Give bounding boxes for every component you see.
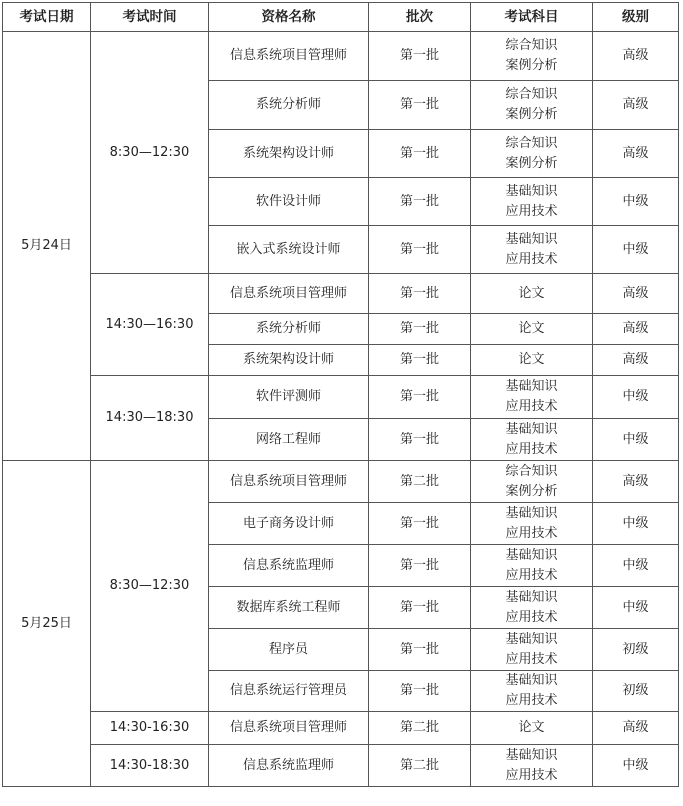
subject-item: 综合知识: [505, 135, 558, 151]
qualification-cell: 程序员: [209, 629, 369, 671]
batch-cell: 第二批: [369, 712, 471, 745]
batch-cell: 第一批: [369, 376, 471, 419]
batch-cell: 第一批: [369, 178, 471, 226]
batch-cell: 第二批: [369, 745, 471, 787]
level-cell: 中级: [593, 745, 679, 787]
qualification-cell: 网络工程师: [209, 419, 369, 461]
subject-item: 案例分析: [505, 155, 558, 171]
table-row: [3, 712, 679, 745]
subject-item: 论文: [518, 352, 545, 367]
subject-item: 基础知识: [505, 231, 558, 247]
header-exam-date: 考试日期: [3, 3, 91, 32]
exam-time-cell: 8:30—12:30: [91, 461, 209, 712]
subjects-cell: [471, 226, 593, 274]
exam-schedule-table: [2, 2, 679, 787]
level-cell: 高级: [593, 81, 679, 130]
qualification-cell: 数据库系统工程师: [209, 587, 369, 629]
header-subjects: 考试科目: [471, 3, 593, 32]
level-cell: 高级: [593, 32, 679, 81]
subjects-cell: [471, 745, 593, 787]
subjects-cell: [471, 629, 593, 671]
subjects-cell: [471, 376, 593, 419]
subjects-cell: [471, 587, 593, 629]
qualification-cell: 信息系统项目管理师: [209, 32, 369, 81]
subjects-cell: [471, 178, 593, 226]
subject-item: 基础知识: [505, 505, 558, 521]
level-cell: 初级: [593, 629, 679, 671]
level-cell: 高级: [593, 712, 679, 745]
qualification-cell: 软件评测师: [209, 376, 369, 419]
subjects-cell: [471, 274, 593, 314]
subjects-cell: [471, 461, 593, 503]
batch-cell: 第一批: [369, 587, 471, 629]
level-cell: 中级: [593, 178, 679, 226]
subject-item: 基础知识: [505, 747, 558, 763]
subject-item: 论文: [518, 285, 545, 301]
qualification-cell: 系统分析师: [209, 81, 369, 130]
batch-cell: 第一批: [369, 81, 471, 130]
batch-cell: 第一批: [369, 503, 471, 545]
subject-item: 应用技术: [505, 693, 558, 708]
batch-cell: 第一批: [369, 671, 471, 712]
subject-item: 应用技术: [505, 251, 558, 267]
subject-item: 应用技术: [505, 203, 558, 219]
subject-item: 案例分析: [505, 58, 558, 73]
qualification-cell: 信息系统项目管理师: [209, 712, 369, 745]
subject-item: 综合知识: [505, 87, 558, 102]
subject-item: 基础知识: [505, 589, 558, 605]
qualification-cell: 信息系统监理师: [209, 545, 369, 587]
subject-item: 应用技术: [505, 399, 558, 414]
subject-item: 应用技术: [505, 567, 558, 583]
exam-time-cell: 14:30—18:30: [91, 376, 209, 461]
subjects-cell: [471, 81, 593, 130]
subject-item: 论文: [518, 720, 545, 735]
level-cell: 初级: [593, 671, 679, 712]
subject-item: 案例分析: [505, 483, 558, 499]
subjects-cell: [471, 545, 593, 587]
subjects-cell: [471, 503, 593, 545]
subject-item: 基础知识: [505, 673, 558, 688]
table-row: [3, 461, 679, 503]
subjects-cell: [471, 32, 593, 81]
subject-item: 应用技术: [505, 651, 558, 667]
batch-cell: 第一批: [369, 274, 471, 314]
level-cell: 高级: [593, 314, 679, 345]
level-cell: 中级: [593, 419, 679, 461]
table-row: [3, 745, 679, 787]
subjects-cell: [471, 712, 593, 745]
qualification-cell: 嵌入式系统设计师: [209, 226, 369, 274]
batch-cell: 第一批: [369, 314, 471, 345]
batch-cell: 第一批: [369, 130, 471, 178]
subject-item: 综合知识: [505, 38, 558, 53]
level-cell: 中级: [593, 587, 679, 629]
qualification-cell: 系统分析师: [209, 314, 369, 345]
header-level: 级别: [593, 3, 679, 32]
header-exam-time: 考试时间: [91, 3, 209, 32]
batch-cell: 第一批: [369, 419, 471, 461]
subject-item: 基础知识: [505, 631, 558, 647]
exam-time-cell: 8:30—12:30: [91, 32, 209, 274]
exam-time-cell: 14:30-18:30: [91, 745, 209, 787]
subjects-cell: [471, 419, 593, 461]
subject-item: 应用技术: [505, 525, 558, 541]
level-cell: 高级: [593, 274, 679, 314]
header-qualification: 资格名称: [209, 3, 369, 32]
subject-item: 应用技术: [505, 441, 558, 457]
batch-cell: 第一批: [369, 345, 471, 376]
exam-date-cell: 5月24日: [3, 32, 91, 461]
qualification-cell: 系统架构设计师: [209, 345, 369, 376]
exam-time-cell: 14:30—16:30: [91, 274, 209, 376]
subject-item: 基础知识: [505, 421, 558, 437]
level-cell: 中级: [593, 376, 679, 419]
level-cell: 高级: [593, 130, 679, 178]
batch-cell: 第一批: [369, 545, 471, 587]
table-row: [3, 274, 679, 314]
subject-item: 基础知识: [505, 547, 558, 563]
table-row: [3, 376, 679, 419]
qualification-cell: 信息系统项目管理师: [209, 274, 369, 314]
qualification-cell: 信息系统项目管理师: [209, 461, 369, 503]
level-cell: 高级: [593, 461, 679, 503]
subject-item: 基础知识: [505, 379, 558, 394]
subjects-cell: [471, 345, 593, 376]
subject-item: 综合知识: [505, 463, 558, 479]
subjects-cell: [471, 671, 593, 712]
exam-date-cell: 5月25日: [3, 461, 91, 787]
header-row: [3, 3, 679, 32]
level-cell: 中级: [593, 503, 679, 545]
subject-item: 基础知识: [505, 183, 558, 199]
batch-cell: 第二批: [369, 461, 471, 503]
exam-time-cell: 14:30-16:30: [91, 712, 209, 745]
subjects-cell: [471, 130, 593, 178]
subject-item: 案例分析: [505, 107, 558, 122]
qualification-cell: 信息系统运行管理员: [209, 671, 369, 712]
qualification-cell: 软件设计师: [209, 178, 369, 226]
batch-cell: 第一批: [369, 32, 471, 81]
qualification-cell: 信息系统监理师: [209, 745, 369, 787]
subjects-cell: [471, 314, 593, 345]
subject-item: 应用技术: [505, 609, 558, 625]
qualification-cell: 电子商务设计师: [209, 503, 369, 545]
level-cell: 高级: [593, 345, 679, 376]
subject-item: 应用技术: [505, 767, 558, 783]
table-body: [3, 32, 679, 787]
subject-item: 论文: [518, 321, 545, 336]
qualification-cell: 系统架构设计师: [209, 130, 369, 178]
header-batch: 批次: [369, 3, 471, 32]
batch-cell: 第一批: [369, 629, 471, 671]
level-cell: 中级: [593, 226, 679, 274]
table-row: [3, 32, 679, 81]
level-cell: 中级: [593, 545, 679, 587]
batch-cell: 第一批: [369, 226, 471, 274]
